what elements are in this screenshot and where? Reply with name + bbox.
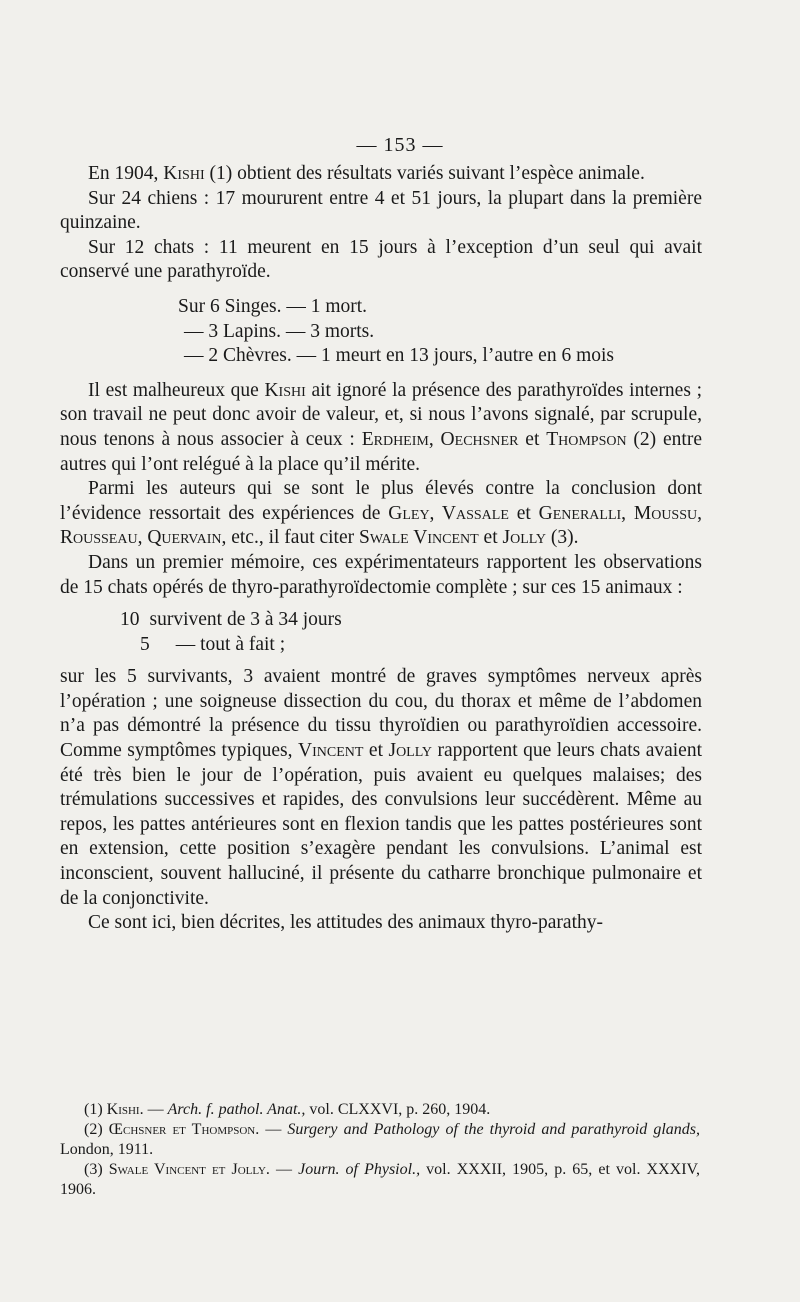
text: et	[478, 527, 503, 549]
text: — tout à fait ;	[175, 633, 286, 655]
author-name: Vincent	[298, 740, 364, 762]
author-name: Jolly	[388, 740, 432, 762]
text: (2) entre autres qui l’ont relégué à la place qu’il mérite.	[60, 428, 702, 475]
paragraph-6: Dans un premier mémoire, ces expérimentateurs rapportent les observations de 15 chats opérés de thyro-parathyroïdectomie complète ; sur ces 15 animaux :	[60, 551, 702, 598]
text: London, 1911.	[60, 1141, 154, 1158]
journal-title: Journ. of Physiol.,	[298, 1161, 421, 1178]
text: sur les 5 survivants, 3 avaient montré de graves symptômes nerveux après l’opération ; une soigneuse dissection du cou, du thorax et même de l’abdomen n’a pas démontré la présence du tissu thyroïdien ou parathyroïdien accessoire. Comme symptômes typiques,	[60, 666, 702, 762]
text: et	[363, 740, 389, 762]
author-name: Erdheim, Oechsner	[361, 428, 519, 450]
footnotes	[60, 1100, 700, 1200]
author-name: Gley, Vassale	[388, 502, 509, 524]
text: Il est malheureux que	[88, 379, 265, 401]
text: et	[508, 502, 539, 524]
author-name: Swale Vincent et Jolly.	[108, 1161, 270, 1178]
paragraph-3: Sur 12 chats : 11 meurent en 15 jours à l’exception d’un seul qui avait conservé une parathyroïde.	[60, 236, 702, 283]
list-item: — 3 Lapins. — 3 morts.	[184, 320, 375, 342]
footnote-2	[60, 1120, 700, 1160]
author-name: Kishi	[163, 163, 205, 184]
text: etc., il faut citer	[226, 527, 360, 549]
journal-title: Arch. f. pathol. Anat.,	[167, 1101, 306, 1118]
text: et	[518, 428, 547, 450]
list-item	[120, 633, 702, 658]
text: rapportent que leurs chats avaient été très bien le jour de l’opération, puis avaient eu quelques malaises; des trémulations successives et rapides, des convulsions leur succédèrent. Même au repos, les pattes antérieures sont en flexion tandis que les pattes postérieures sont en extension, cette position s’exagère pendant les convulsions. L’animal est inconscient, souvent halluciné, il présente du catharre bronchique pulmonaire et de la conjonctivite.	[60, 740, 702, 909]
book-title: Surgery and Pathology of the thyroid and parathyroid glands,	[287, 1121, 701, 1138]
list-item: Sur 6 Singes. — 1 mort.	[178, 295, 368, 317]
text: (1) obtient des résultats variés suivant l’espèce animale.	[204, 163, 645, 184]
author-name: Generalli, Moussu, Rousseau, Quervain,	[60, 502, 702, 549]
paragraph-7	[60, 665, 702, 911]
footnote-number: (1)	[84, 1101, 107, 1118]
author-name: Kishi.	[106, 1101, 144, 1118]
text: ait ignoré la présence des parathyroïdes internes ; son travail ne peut donc avoir de valeur, et, si nous l’avons signalé, par scrupule, nous tenons à nous associer à ceux :	[60, 379, 702, 450]
author-name: Thompson	[546, 428, 627, 450]
text: survivent de 3 à 34 jours	[149, 609, 342, 631]
paragraph-5	[60, 477, 702, 551]
author-name: Kishi	[264, 379, 306, 401]
count: 5	[140, 633, 150, 655]
footnote-number: (3)	[84, 1161, 109, 1178]
count: 10	[120, 609, 140, 631]
paragraph-2: Sur 24 chiens : 17 moururent entre 4 et 51 jours, la plupart dans la première quinzaine.	[60, 187, 702, 234]
footnote-number: (2)	[84, 1121, 109, 1138]
footnote-3	[60, 1160, 700, 1200]
page-number: — 153 —	[356, 134, 444, 156]
footnote-1	[60, 1100, 700, 1120]
body-text	[60, 162, 702, 936]
text: Parmi les auteurs qui se sont le plus élevés contre la conclusion dont l’évidence ressortait des expériences de	[60, 478, 702, 524]
author-name: Swale Vincent	[359, 527, 479, 549]
text: —	[143, 1101, 168, 1118]
list-item	[120, 608, 702, 633]
text: (3).	[546, 527, 579, 549]
paragraph-8: Ce sont ici, bien décrites, les attitudes des animaux thyro-parathy-	[88, 912, 603, 934]
paragraph-4	[60, 379, 702, 477]
text: En 1904,	[88, 163, 164, 184]
author-name: Jolly	[502, 527, 547, 549]
text: —	[259, 1121, 288, 1138]
text: vol. CLXXVI, p. 260, 1904.	[309, 1101, 491, 1118]
text: vol. XXXII, 1905, p. 65, et vol. XXXIV, 1906.	[60, 1161, 701, 1198]
paragraph-1	[60, 162, 702, 187]
list-item: — 2 Chèvres. — 1 meurt en 13 jours, l’autre en 6 mois	[184, 345, 614, 367]
author-name: Œchsner et Thompson.	[108, 1121, 260, 1138]
text: —	[269, 1161, 299, 1178]
survival-list	[120, 608, 702, 657]
results-list	[178, 295, 702, 369]
